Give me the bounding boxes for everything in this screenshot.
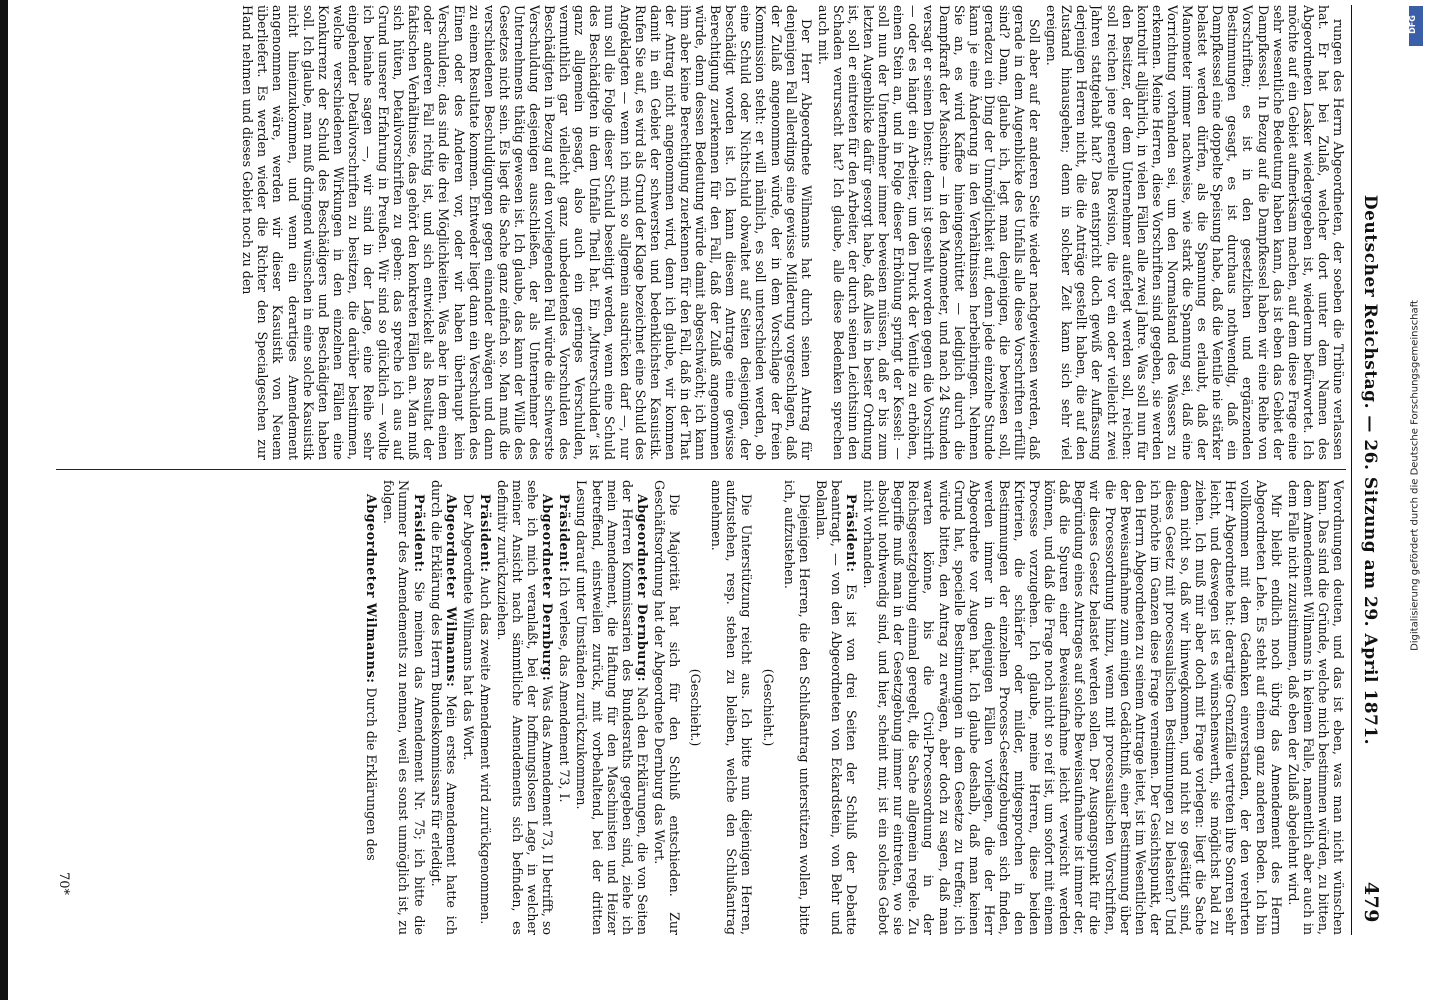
speaker-label: Abgeordneter Dernburg: — [540, 494, 556, 682]
rotated-document-page — [46, 5, 1386, 935]
right-column — [56, 480, 1346, 935]
speaker-label: Präsident: — [557, 494, 573, 573]
speech-dernburg — [495, 480, 555, 935]
speaker-label: Präsident: — [411, 494, 427, 573]
signature-mark: 70* — [56, 871, 72, 895]
digitization-credit: Digitalisierung gefördert durch die Deutsche Forschungsgemeinschaft — [1409, 300, 1421, 651]
paragraph: Die Unterstützung reicht aus. Ich bitte nun diejenigen Herren, aufzustehen, resp. stehen zu bleiben, welche den Schlußantrag annehmen. — [709, 480, 755, 935]
speaker-label: Abgeordneter Wilmanns: — [364, 494, 380, 684]
scan-edge-bar — [0, 0, 8, 1000]
speech-president — [557, 480, 572, 935]
speech-president — [381, 480, 426, 935]
column-divider — [56, 469, 1346, 470]
speech-wilmanns — [429, 480, 459, 935]
page-header — [1351, 5, 1386, 935]
dfg-logo — [1409, 6, 1423, 46]
paragraph: Die Majorität hat sich für den Schluß entschieden. Zur Geschäftsordnung hat der Abgeordnete Dernburg das Wort. — [651, 480, 683, 935]
speaker-label: Abgeordneter Dernburg: — [634, 494, 650, 682]
stage-direction: (Geschieht.) — [760, 668, 776, 747]
speech-text: Es ist von drei Seiten der Schluß der Debatte beantragt, — von den Abgeordneten von Eckardstein, von Behr und Bolanlan. — [813, 480, 859, 935]
paragraph: Verordnungen deuten, und das ist eben, was man nicht wünschen kann. Das sind die Gründe, welche mich bestimmen würden, zu bitten, dem Amendement Wilmanns in keinem Falle, namentlich aber auch in dem Falle nicht zuzustimmen, daß eben der Zulaß abgelehnt wird. — [1285, 480, 1346, 935]
speech-text: Auch das zweite Amendement wird zurückgenommen. — [477, 576, 493, 925]
speaker-label: Abgeordneter Wilmanns: — [443, 494, 459, 688]
paragraph: Soll aber auf der anderen Seite wieder nachgewiesen werden, daß gerade in dem Augenblicke des Unfalls alle diese Vorschriften erfüllt sind? Dann, glaube ich, legt man denjenigen, die bewiesen soll, geradezu ein Ding der Unmöglichkeit auf, denn jede einzelne Stunde kann je eine Änderung in den Verhältnissen herbeibringen. Nehmen Sie an, es wird Kaffee hineingeschüttet — lediglich durch die Dampfkraft der Maschine — in den Manometer, und nach 24 Stunden versagt er seinen Dienst: denn ist gesehlt worden gegen die Vorschrift — oder es hängt ein Arbeiter, um den Druck der Ventile zu erhöhen, einen Stein an, und in Folge dieser Erhöhung springt der Kessel: — soll nun der Unternehmer immer beweisen müssen, daß er bis zum letzten Augenblicke dafür gesorgt habe, daß Alles in bester Ordnung ist, soll er eintreten für den Arbeiter, der durch seinen Leichtsinn den Schaden verursacht hat? Ich glaube, alle diese Bedenken sprechen auch mit. — [815, 5, 1043, 460]
dfg-side-note — [1400, 0, 1430, 1000]
speech-text: Ich verlese, das Amendement 73, I. — [557, 576, 573, 803]
dfg-logo-text: DFG — [1407, 15, 1417, 34]
speech-text: Nach den Erklärungen, die von Seiten der Herren Kommissarien des Bundesraths gegeben sind, ziehe ich mein Amendement, die Haftung für den Maschinisten und Heizer betreffend, einstweilen zurück, mit vorbehaltend, bei der dritten Lesung darauf unter Umständen zurückzukommen. — [574, 480, 650, 935]
stage-direction: (Geschieht.) — [688, 668, 704, 747]
running-header: Deutscher Reichstag. — 26. Sitzung am 29. April 1871. — [1360, 194, 1380, 746]
paragraph: Diejenigen Herren, die den Schlußantrag unterstützen wollen, bitte ich, aufzustehen. — [781, 480, 812, 935]
speech-dernburg — [574, 480, 649, 935]
paragraph: Der Abgeordnete Wilmanns hat das Wort. — [460, 494, 476, 761]
speech-wilmanns — [364, 480, 379, 935]
speaker-label: Präsident: — [844, 494, 859, 573]
paragraph: rungen des Herrn Abgeordneten, der soeben die Tribüne verlassen hat. Er hat bei Zulaß, welcher dort unter dem Namen des Abgeordneten Lasker wiedergegeben ist, wiederum befürwortet. Ich möchte auf ein Gebiet aufmerksam machen, auf dem diese Frage eine sehr wesentliche Bedeutung haben kann, das ist eben das Gebiet der Dampfkessel. In Bezug auf die Dampfkessel haben wir eine Reihe von Vorschriften; es ist in den gesetzlichen und ergänzenden Bestimmungen gesagt, es ist durchaus nothwendig, daß ein Dampfkessel eine doppelte Speisung habe, daß die Ventile nie stärker belastet werden dürfen, als die Spannung es erlaubt, daß der Manometer immer nachweise, wie stark die Spannung sei, daß eine Vorrichtung vorhanden sei, um den Normalstand des Wassers zu erkennen. Meine Herren, diese Vorschriften sind gegeben, sie werden kontrolirt alljährlich, in vielen Fällen alle zwei Jahre. Was soll nun für den Besitzer, der dem Unternehmer auferlegt werden soll, reichen: soll reichen jene generelle Revision, die vor ein oder vielleicht zwei Jahren stattgehabt hat? Das entspricht doch gewiß der Auffassung derjenigen Herren nicht, die die Anträge gestellt haben, die auf den Zustand hinausgehen; denn in solcher Zeit kann sich sehr viel ereignen. — [1044, 5, 1346, 460]
speech-text: Durch die Erklärungen des — [364, 687, 380, 861]
speech-president — [814, 480, 859, 935]
left-column — [56, 5, 1346, 460]
speech-text: Mein erstes Amendement hatte ich durch die Erklärung des Herrn Bundeskommissars für erledigt. — [428, 480, 459, 935]
speech-president — [478, 480, 493, 935]
text-columns — [56, 5, 1346, 935]
page-number: 479 — [1360, 881, 1382, 923]
speaker-label: Präsident: — [477, 494, 493, 573]
paragraph: Mir bleibt endlich noch übrig das Amendement des Herrn Abgeordneten Lehe. Es steht auf einem ganz anderen Boden. Ich bin vollkommen mit dem Gedanken einverstanden, der den verehrten Herr Abgeordnete hat: derartige Grenzfälle vertreten ihre Sonren sehr leicht, und deswegen ist es wünschenswerth, sie möglichst bald zu ziehen. Ich muß mir aber doch mit Frage vorlegen: liegt die Sache denn nicht so, daß wir hinwegkommen, und nicht so gesättigt sind, dieses Gesetz mit processualischen Bestimmungen zu belasten? Und ich möchte im Ganzen diese Frage verneinen. Der Gesichtspunkt, der den Herrn Abgeordneten zu seinem Antrage leitet, ist im Wesentlichen der Beweisaufnahme zum einigen Gedächtniß, einer Bestimmung über die Processordnung hinzu, wenn mit processualischen Vorschriften, wir dieses Gesetz belastet werden sollen. Der Ausgangspunkt für die Begründung eines Antrages auf solche Beweisaufnahme ist immer der, daß die Spuren einer Beweisaufnahme leicht verwischt werden können, und daß die Frage noch nicht so reif ist, um sofort mit einem Processe vorzugehen. Ich glaube, meine Herren, diese beiden Kriterien, die schärfer oder milder, mitgesprochen in den Bestimmungen der einzelnen Process-Gesetzgebungen sich finden, werden immer in denjenigen Fällen vorliegen, die der Herr Abgeordnete vor Augen hat. Ich glaube deshalb, daß man keinen Grund hat, specielle Bestimmungen in dem Gesetze zu treffen; ich würde bitten, den Antrag zu erwägen, aber doch zu sagen, daß man warten könne, bis die Civil-Processordnung in der Reichsgesetzgebung einmal geregelt, die Sache allgemein regele. Zu Begriffe muß man in der Gesetzgebung immer nur eintreten, wo sie absolut nothwendig sind, und hier, scheint mir, ist ein solches Gebot nicht vorhanden. — [861, 480, 1284, 935]
paragraph: Der Herr Abgeordnete Wilmanns hat durch seinen Antrag für denjenigen Fall allerdings eine gewisse Milderung vorgeschlagen, daß der Zulaß angenommen würde, der in dem Vorschlage der freien Kommission steht: er will nämlich, es soll unterschieden werden, ob eine Schuld oder Nichtschuld obwaltet auf Seiten desjenigen, der beschädigt worden ist. Ich kann diesem Antrage eine gewisse Berechtigung zuerkennen für den Fall, daß der Zulaß angenommen würde, denn dessen Bedeutung würde damit abgeschwächt; ich kann ihm aber keine Berechtigung zuerkennen für den Fall, daß in der That der Antrag nicht angenommen wird, denn ich glaube, wir kommen damit in ein Gebiet der schwersten und bedenklichsten Kasuistik. Rufen Sie auf, es wird als Grund der Klage bezeichnet eine Schuld des Angeklagten — wenn ich mich so allgemein ausdrücken darf —, nur nun soll die Folge dieser Schuld beseitigt werden, wenn eine Schuld des Beschädigten in dem Unfalle Theil hat. Ein „Mitverschulden“ ist ganz allgemein gesagt, also auch ein geringes Verschulden, vermuthlich gar vielleicht ganz unbedeutendes Vorschulden des Beschädigten in Bezug auf den vorliegenden Fall würde die schwerste Verschuldung desjenigen ausschließen, der als Unternehmer des Unternehmens thätig gewesen ist. Ich glaube, das kann der Wille des Gesetzes nicht sein. Es liegt die Sache ganz einfach so. Man muß die verschiedenen Beschuldigungen gegen einander abwägen und dann zu einem Resultate kommen. Entweder liegt dann ein Verschulden des Einen oder des Anderen vor, oder wir haben überhaupt kein Verschulden; das sind die drei Möglichkeiten. Was aber in dem einen oder anderen Fall richtig ist, und sich entwickelt als Resultat der faktischen Verhältnisse, das gehört den konkreten Fällen an. Man muß sich hüten, Detailvorschriften zu geben: das spreche ich aus auf Grund unserer Erfahrung in Preußen. Wir sind so glücklich — wollte ich beinahe sagen —, wir sind in der Lage, eine Reihe sehr eingehender Detailvorschriften zu besitzen, die darüber bestimmen, welche verschiedenen Wirkungen in den einzelnen Fällen eine Konkurrenz der Schuld des Beschädigers und Beschädigten haben soll. Ich glaube, man muß dringend wünschen in eine solche Kasuistik nicht hineinzukommen, und wenn ein derartiges Amendement angenommen wäre, werden wir dieser Kasuistik von Neuem überliefert. Es werden wieder die Richter den Specialgeschen zur Hand nehmen und dieses Gebiet noch zu den — [240, 5, 814, 460]
speech-text: Was das Amendement 73, II betrifft, so sehe ich mich veranlaßt, bei der hoffnungslosen Lage, in welcher meiner Ansicht nach sämmtliche Amendements sich befinden, es definitiv zurückzuziehen. — [495, 480, 556, 935]
speech-text: Sie meinen das Amendement Nr. 75; ich bitte die Nummer des Amendements zu nennen, weil es sonst unmöglich ist, zu folgen. — [381, 480, 427, 935]
